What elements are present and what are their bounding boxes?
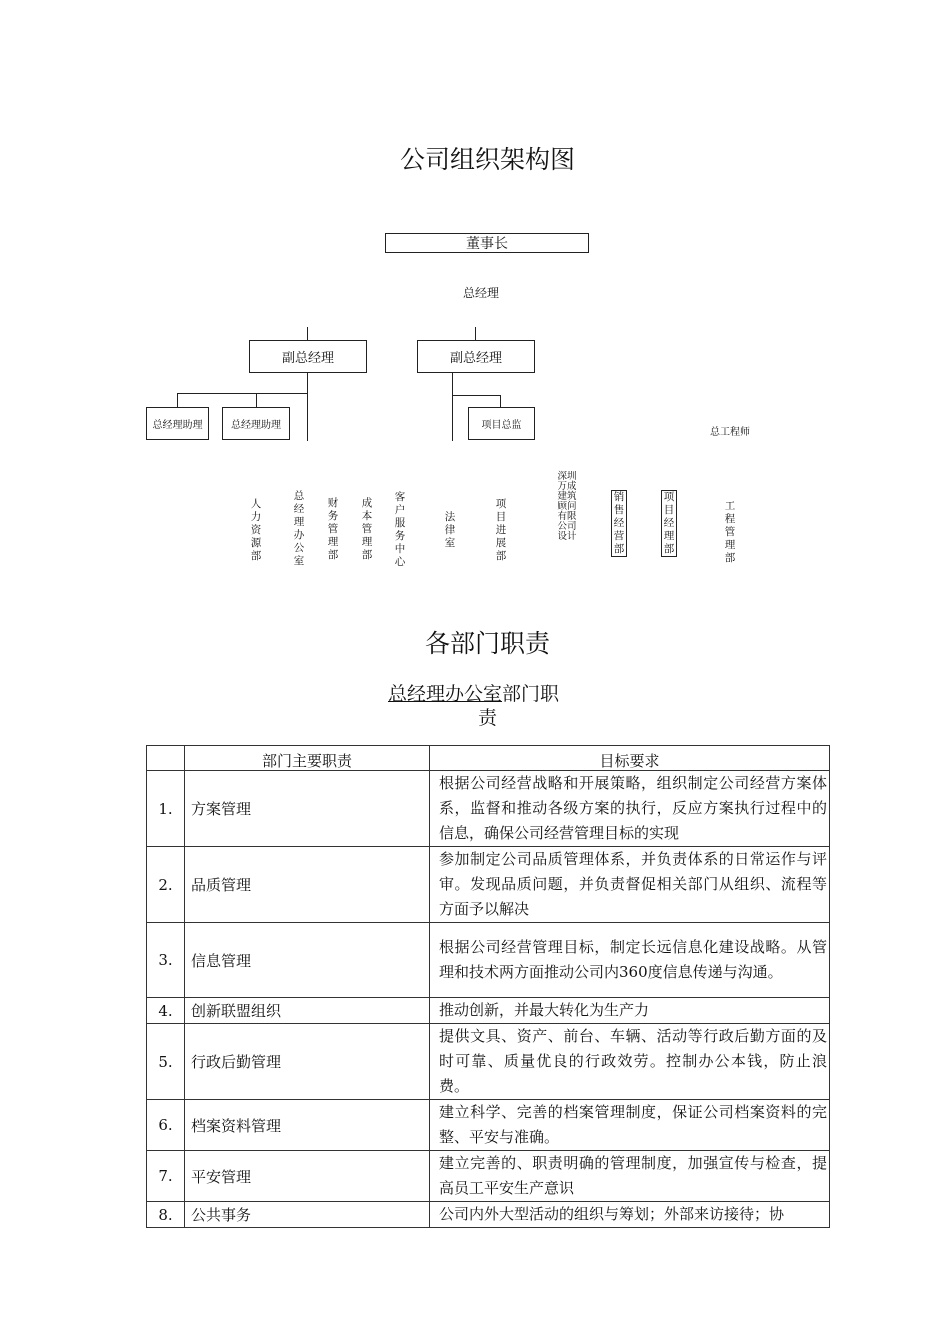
table-header-row	[147, 746, 830, 771]
row-goal: 推动创新，并最大转化为生产力	[430, 998, 830, 1024]
row-duty: 平安管理	[185, 1151, 430, 1202]
row-goal: 建立科学、完善的档案管理制度，保证公司档案资料的完整、平安与准确。	[430, 1100, 830, 1151]
project-director-label: 项目总监	[481, 420, 522, 431]
row-duty: 档案资料管理	[185, 1100, 430, 1151]
dept-legal: 法律室	[444, 511, 456, 549]
connector-line	[475, 327, 476, 341]
section-title: 各部门职责	[424, 629, 550, 658]
row-goal: 根据公司经营管理目标，制定长远信息化建设战略。从管理和技术两方面推动公司内360度信息传递与沟通。	[430, 923, 830, 998]
chief-engineer-label: 总工程师	[710, 427, 750, 438]
connector-line	[177, 393, 308, 394]
chairman-box	[385, 233, 589, 253]
dept-design-company: 深圳万成建筑顾问有限公司设计	[557, 471, 577, 542]
row-goal: 建立完善的、职责明确的管理制度，加强宣传与检查，提高员工平安生产意识	[430, 1151, 830, 1202]
connector-line	[177, 393, 178, 407]
connector-line	[452, 373, 453, 441]
vice-gm-left-label: 副总经理	[281, 351, 334, 366]
row-duty: 创新联盟组织	[185, 998, 430, 1024]
connector-line	[307, 327, 308, 341]
dept-customer-service: 客户服务中心	[394, 491, 406, 568]
gm-assistant-1-label: 总经理助理	[152, 420, 203, 431]
header-num	[147, 746, 185, 771]
row-num: 5.	[147, 1024, 185, 1100]
row-duty: 行政后勤管理	[185, 1024, 430, 1100]
connector-line	[256, 393, 257, 407]
gm-assistant-2-box	[222, 407, 290, 440]
table-row	[147, 771, 830, 847]
connector-line	[307, 373, 308, 441]
header-duty: 部门主要职责	[185, 746, 430, 771]
vice-gm-right-label: 副总经理	[449, 351, 502, 366]
table-row	[147, 1202, 830, 1228]
dept-gm-office: 总经理办公室	[293, 490, 305, 567]
row-num: 6.	[147, 1100, 185, 1151]
row-goal: 公司内外大型活动的组织与筹划；外部来访接待；协	[430, 1202, 830, 1228]
row-num: 2.	[147, 847, 185, 923]
duty-table	[146, 745, 830, 1228]
dept-cost: 成本管理部	[361, 497, 373, 561]
dept-project-progress: 项目进展部	[495, 498, 507, 562]
row-num: 3.	[147, 923, 185, 998]
subtitle-rest: 部门职	[502, 683, 560, 705]
dept-finance: 财务管理部	[327, 497, 339, 561]
dept-sales: 销售经营部	[611, 490, 627, 557]
connector-line	[452, 395, 501, 396]
dept-project-manager: 项目经理部	[661, 490, 677, 557]
table-row	[147, 1024, 830, 1100]
row-num: 4.	[147, 998, 185, 1024]
department-subtitle	[388, 682, 598, 706]
project-director-box	[468, 407, 535, 440]
gm-assistant-1-box	[146, 407, 209, 440]
row-goal: 根据公司经营战略和开展策略，组织制定公司经营方案体系，监督和推动各级方案的执行，反应方案执行过程中的信息，确保公司经营管理目标的实现	[430, 771, 830, 847]
row-goal: 参加制定公司品质管理体系，并负责体系的日常运作与评审。发现品质问题，并负责督促相关部门从组织、流程等方面予以解决	[430, 847, 830, 923]
subtitle-line2: 责	[478, 707, 498, 729]
row-duty: 方案管理	[185, 771, 430, 847]
row-duty: 公共事务	[185, 1202, 430, 1228]
vice-gm-right-box	[417, 340, 535, 373]
table-row	[147, 998, 830, 1024]
table-row	[147, 923, 830, 998]
page-title: 公司组织架构图	[399, 145, 575, 174]
row-num: 7.	[147, 1151, 185, 1202]
general-manager-label: 总经理	[463, 286, 500, 300]
row-num: 8.	[147, 1202, 185, 1228]
gm-assistant-2-label: 总经理助理	[231, 420, 281, 431]
subtitle-underlined: 总经理办公室	[388, 683, 503, 705]
row-duty: 品质管理	[185, 847, 430, 923]
table-row	[147, 1100, 830, 1151]
table-row	[147, 847, 830, 923]
table-row	[147, 1151, 830, 1202]
vice-gm-left-box	[249, 340, 367, 373]
header-goal: 目标要求	[430, 746, 830, 771]
dept-engineering: 工程管理部	[724, 500, 736, 564]
row-num: 1.	[147, 771, 185, 847]
chairman-label: 董事长	[466, 236, 508, 252]
row-goal: 提供文具、资产、前台、车辆、活动等行政后勤方面的及时可靠、质量优良的行政效劳。控制办公本钱，防止浪费。	[430, 1024, 830, 1100]
row-duty: 信息管理	[185, 923, 430, 998]
dept-hr: 人力资源部	[250, 498, 262, 562]
connector-line	[500, 395, 501, 407]
